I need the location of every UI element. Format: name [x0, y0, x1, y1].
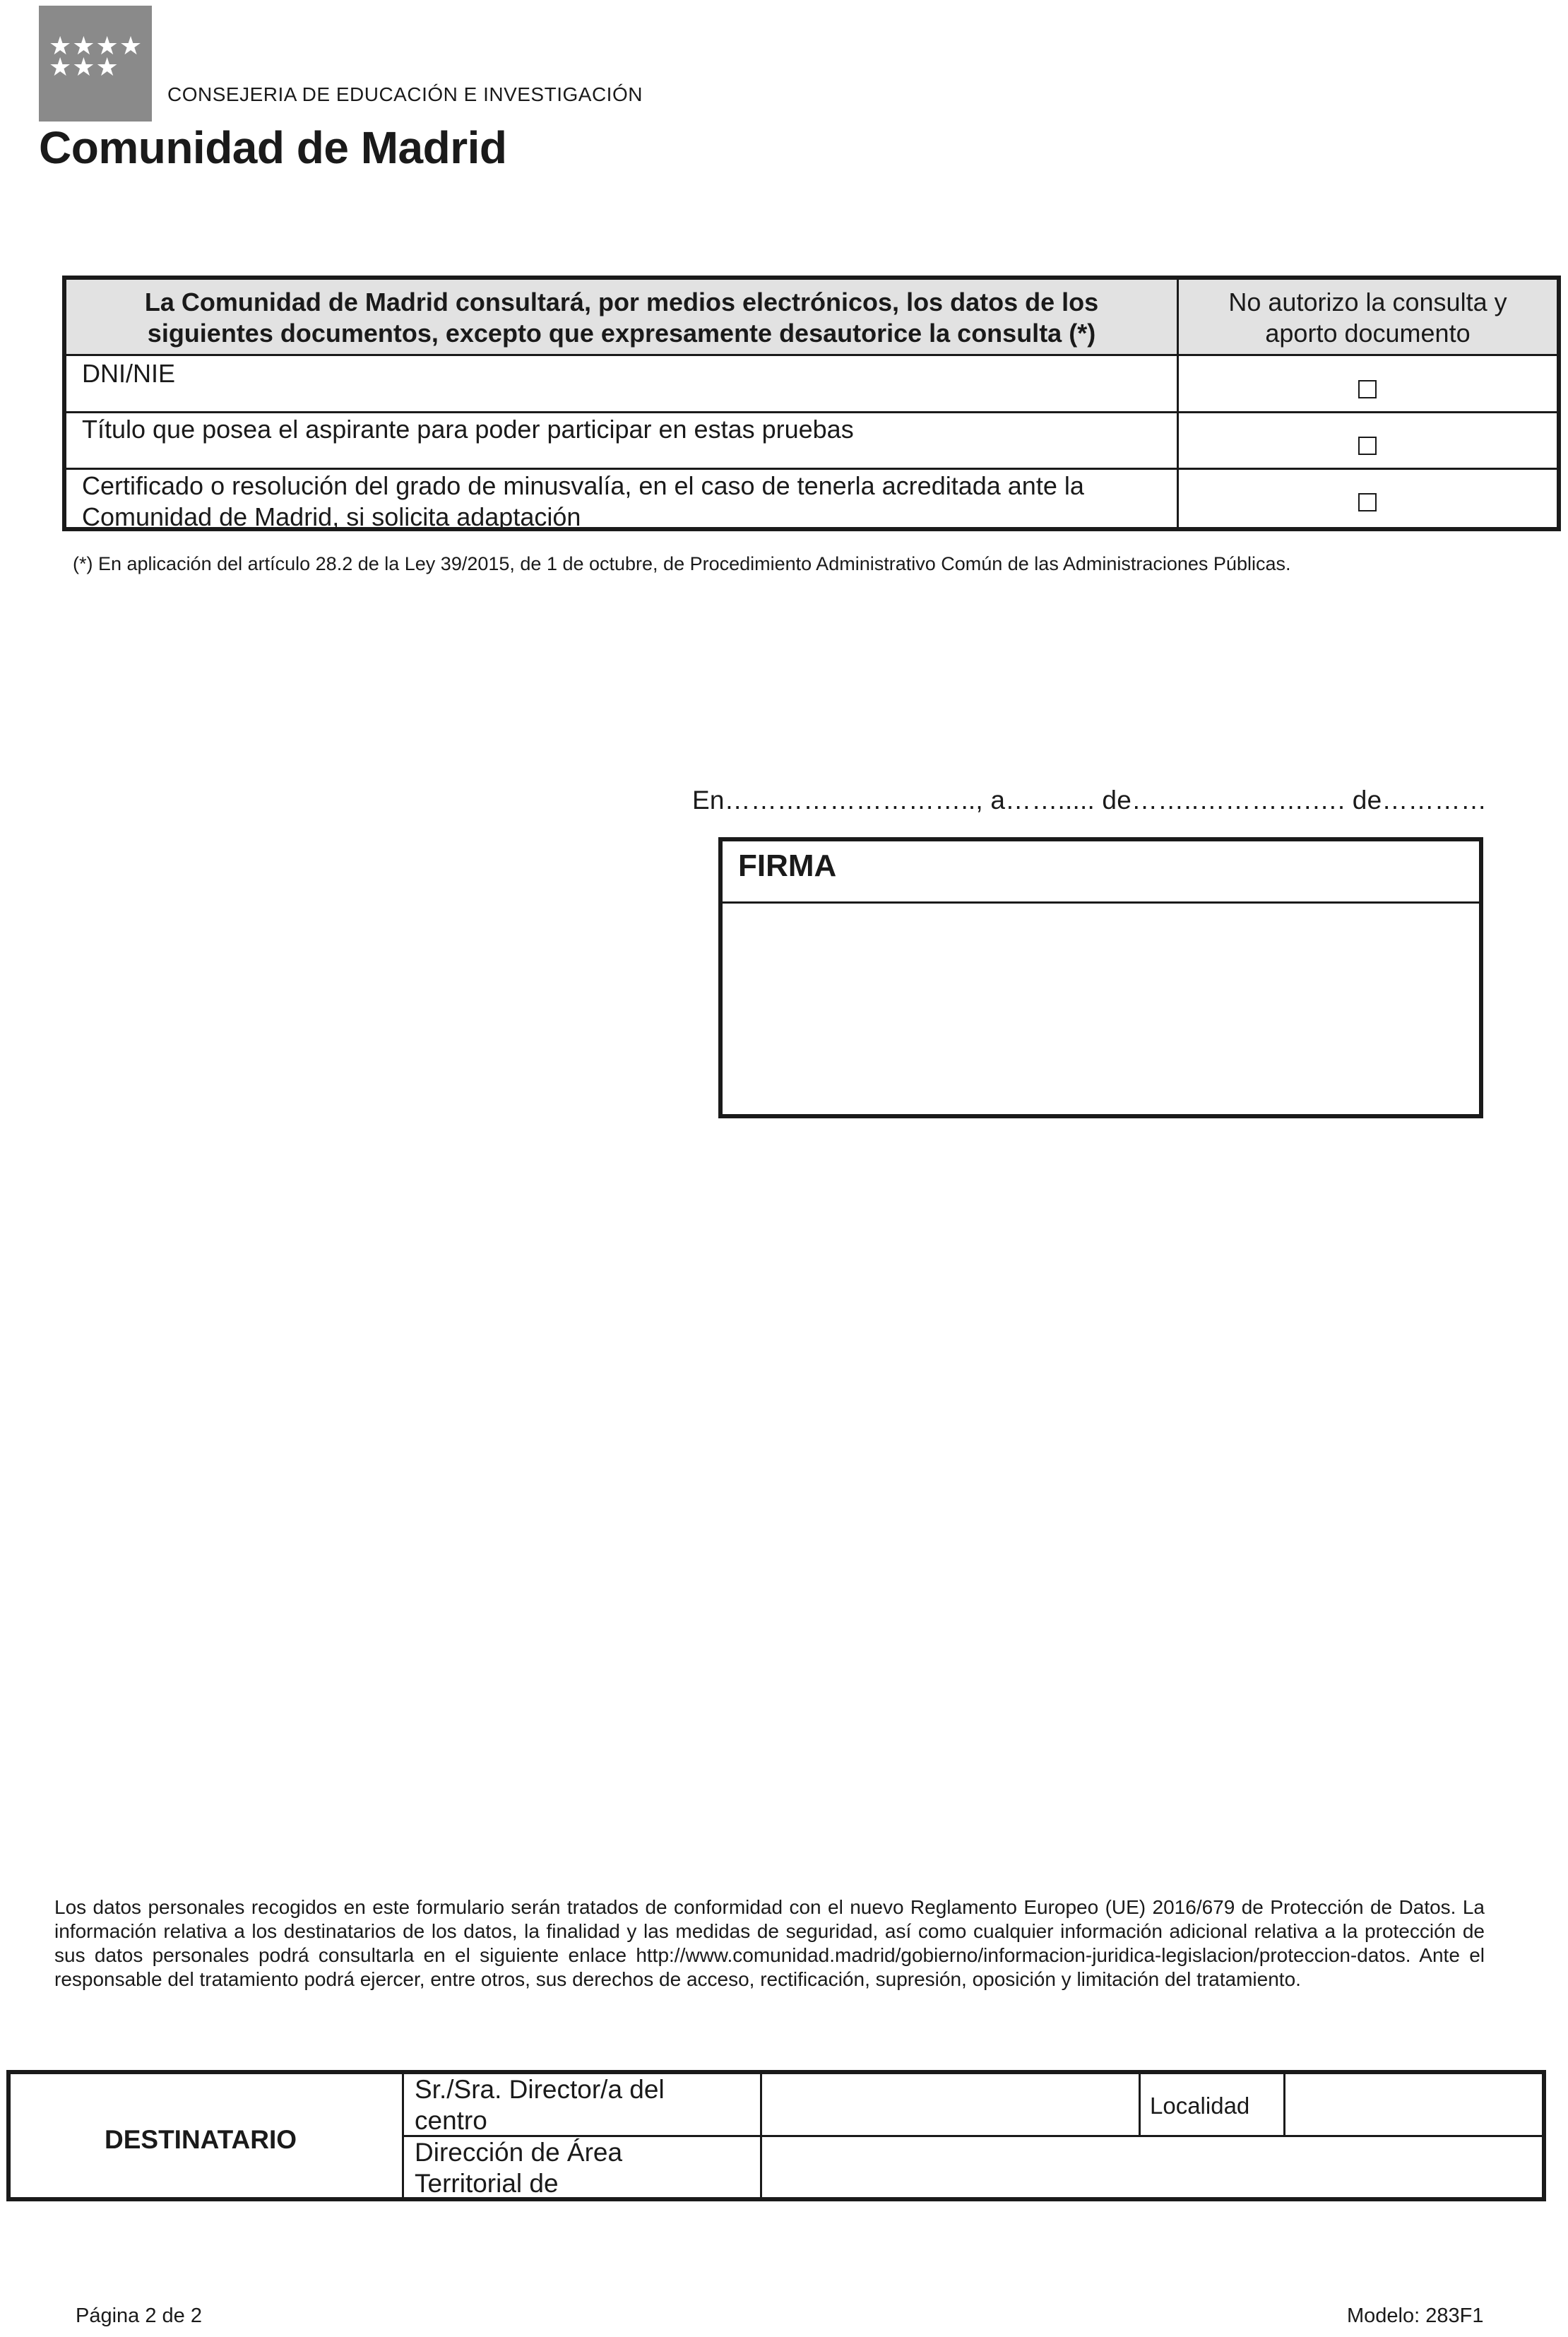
director-label: Sr./Sra. Director/a del centro: [415, 2075, 665, 2135]
checkbox-certificado[interactable]: [1358, 493, 1377, 511]
no-authorize-header: No autorizo la consulta y aporto documento: [1179, 280, 1557, 356]
authorization-table: [62, 276, 1561, 531]
area-name-field[interactable]: [762, 2137, 1542, 2197]
privacy-notice: Los datos personales recogidos en este formulario serán tratados de conformidad con el nuevo Reglamento Europeo (UE) 2016/679 de Protección de Datos. La información relativa a los destinatarios de los datos, la finalidad y las medidas de seguridad, así como cualquier información adicional relativa a la protección de sus datos personales podrá consultarla en el siguiente enlace http://www.comunidad.madrid/gobierno/informacion-juridica-legislacion/proteccion-datos. Ante el responsable del tratamiento podrá ejercer, entre otros, sus derechos de acceso, rectificación, supresión, oposición y limitación del tratamiento.: [54, 1896, 1485, 1990]
community-name: Comunidad de Madrid: [39, 122, 507, 173]
column-divider: [1139, 2074, 1141, 2135]
authorization-header-text: La Comunidad de Madrid consultará, por medios electrónicos, los datos de los siguientes documentos, excepto que expresamente desautorice la consulta (*): [66, 280, 1177, 356]
checkbox-dni[interactable]: [1358, 380, 1377, 398]
area-label: Dirección de Área Territorial de: [415, 2138, 623, 2198]
model-number: Modelo: 283F1: [1347, 2305, 1484, 2327]
center-name-field[interactable]: [762, 2074, 1139, 2135]
signature-label: FIRMA: [738, 848, 837, 883]
place-date-line[interactable]: En……………………….., a……..... de……..………….…. de…………: [692, 786, 1487, 815]
row-label-dni: DNI/NIE: [82, 359, 176, 388]
recipient-table: [6, 2070, 1546, 2201]
column-divider: [1177, 280, 1179, 527]
star-icon: ★★★★ ★★★: [49, 31, 143, 81]
signature-header: [723, 841, 1479, 904]
community-logo: [39, 6, 152, 122]
locality-label: Localidad: [1150, 2093, 1250, 2119]
locality-field[interactable]: [1285, 2074, 1542, 2135]
row-label-certificado: Certificado o resolución del grado de minusvalía, en el caso de tenerla acreditada ante la Comunidad de Madrid, si solicita adaptación: [82, 471, 1084, 531]
legal-footnote: (*) En aplicación del artículo 28.2 de la Ley 39/2015, de 1 de octubre, de Procedimiento Administrativo Común de las Administraciones Públicas.: [73, 553, 1291, 574]
checkbox-titulo[interactable]: [1358, 437, 1377, 455]
department-name: CONSEJERIA DE EDUCACIÓN E INVESTIGACIÓN: [167, 83, 643, 105]
row-divider: [66, 468, 1557, 470]
row-divider: [66, 411, 1557, 413]
row-label-titulo: Título que posea el aspirante para poder participar en estas pruebas: [82, 415, 854, 444]
signature-box[interactable]: [718, 837, 1483, 1118]
recipient-label: DESTINATARIO: [105, 2125, 297, 2154]
page-number: Página 2 de 2: [76, 2305, 202, 2327]
